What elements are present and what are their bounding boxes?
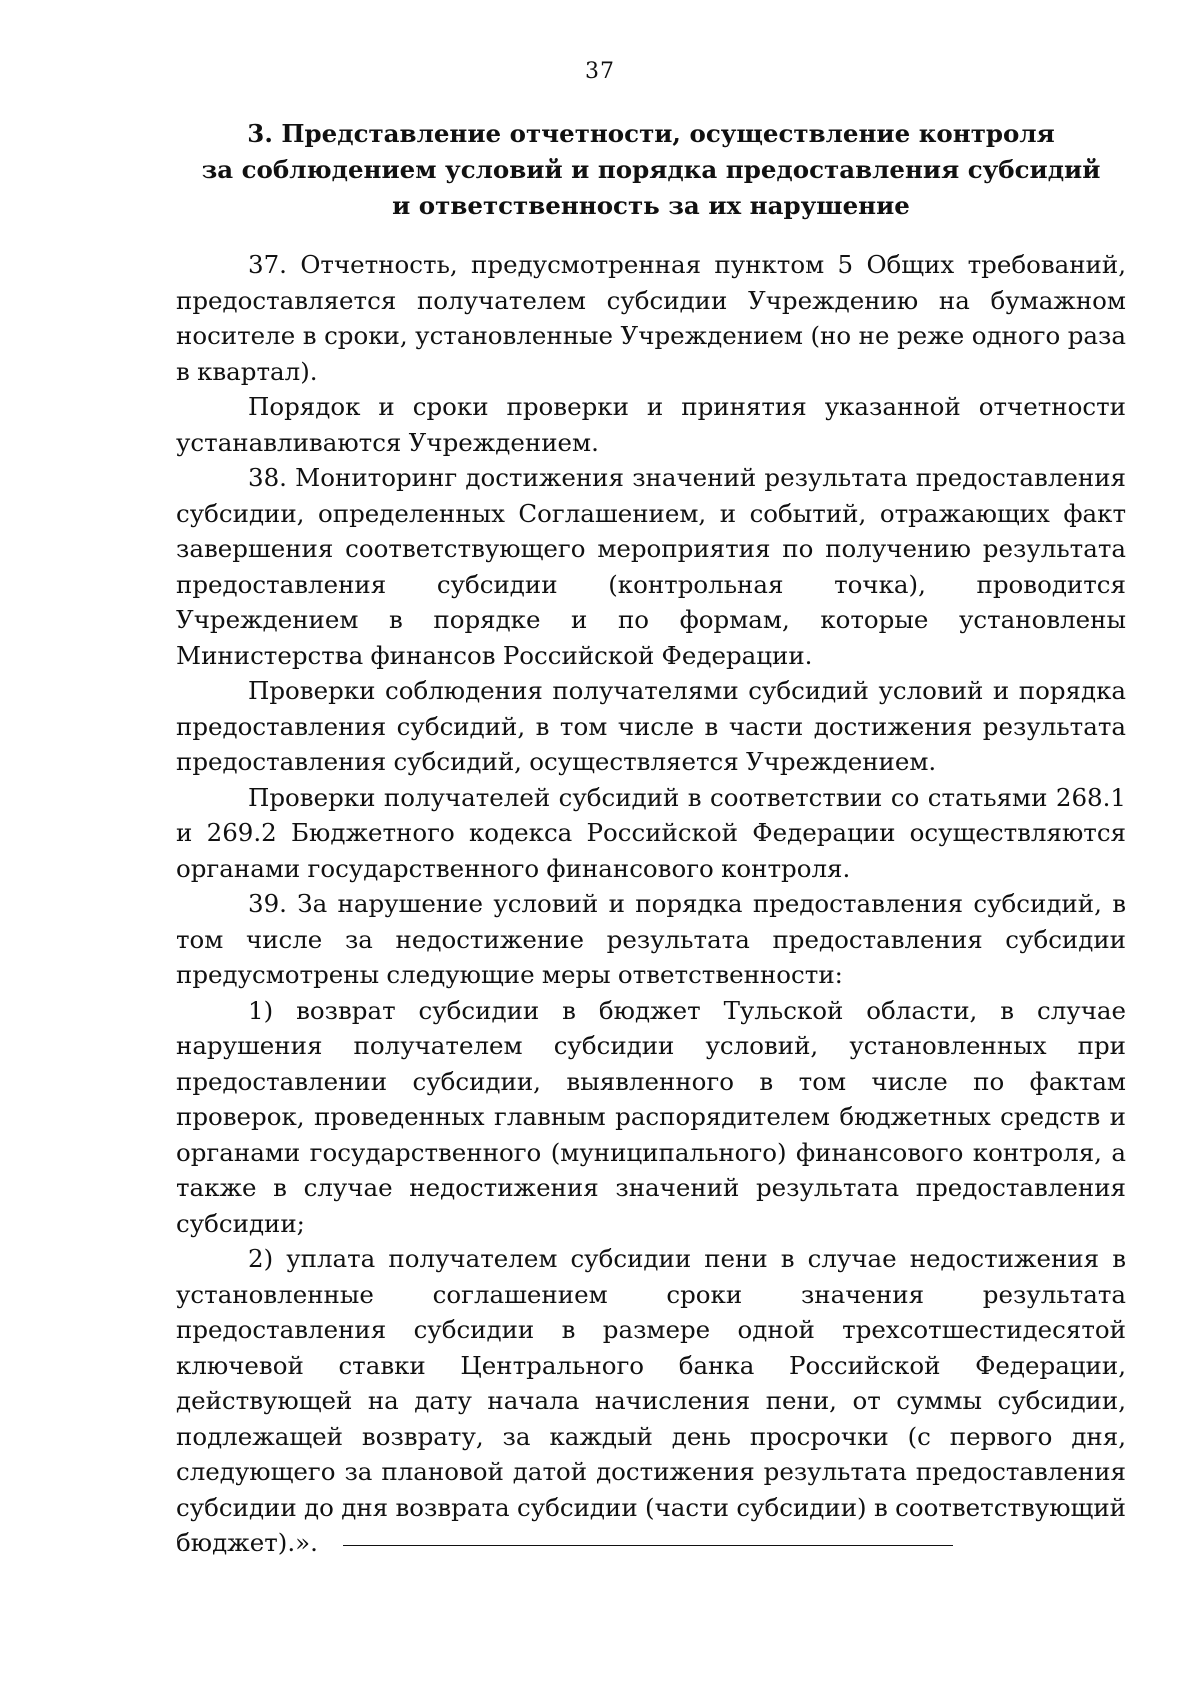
paragraph-recipient-checks: Проверки получателей субсидий в соответствии со статьями 268.1 и 269.2 Бюджетного кодекса Российской Федерации осуществляются органами государственного финансового контроля.: [176, 782, 1126, 883]
paragraph-38-monitoring: 38. Мониторинг достижения значений результата предоставления субсидии, определенных Соглашением, и событий, отражающих факт завершения соответствующего мероприятия по получению результата предоставления субсидии (контрольная точка), проводится Учреждением в порядке и по формам, которые установлены Министерства финансов Российской Федерации.: [176, 463, 1126, 670]
document-body: [176, 247, 1126, 1561]
paragraph-37-reporting: 37. Отчетность, предусмотренная пунктом 5 Общих требований, предоставляется получателем субсидии Учреждению на бумажном носителе в сроки, установленные Учреждением (но не реже одного раза в квартал).: [176, 250, 1126, 386]
paragraph-reporting-check-procedure: Порядок и сроки проверки и принятия указанной отчетности устанавливаются Учреждением.: [176, 392, 1126, 457]
section-heading-line-3: и ответственность за их нарушение: [392, 191, 910, 220]
list-item-1-refund: 1) возврат субсидии в бюджет Тульской области, в случае нарушения получателем субсидии условий, установленных при предоставлении субсидии, выявленного в том числе по фактам проверок, проведенных главным распорядителем бюджетных средств и органами государственного (муниципального) финансового контроля, а также в случае недостижения значений результата предоставления субсидии;: [176, 995, 1126, 1238]
list-item-2-penalty: 2) уплата получателем субсидии пени в случае недостижения в установленные соглашением сроки значения результата предоставления субсидии в размере одной трехсотшестидесятой ключевой ставки Центрального банка Российской Федерации, действующей на дату начала начисления пени, от суммы субсидии, подлежащей возврату, за каждый день просрочки (с первого дня, следующего за плановой датой достижения результата предоставления субсидии до дня возврата субсидии (части субсидии) в соответствующий бюджет).».: [176, 1244, 1126, 1557]
paragraph-compliance-checks: Проверки соблюдения получателями субсидий условий и порядка предоставления субсидий, в том числе в части достижения результата предоставления субсидий, осуществляется Учреждением.: [176, 676, 1126, 776]
end-of-text-rule: [343, 1545, 953, 1546]
paragraph-39-liability: 39. За нарушение условий и порядка предоставления субсидий, в том числе за недостижение результата предоставления субсидии предусмотрены следующие меры ответственности:: [176, 889, 1126, 989]
section-heading-line-2: за соблюдением условий и порядка предоставления субсидий: [201, 155, 1101, 184]
section-heading: [176, 116, 1126, 224]
section-heading-line-1: 3. Представление отчетности, осуществление контроля: [247, 119, 1055, 148]
page-number: 37: [585, 59, 615, 84]
